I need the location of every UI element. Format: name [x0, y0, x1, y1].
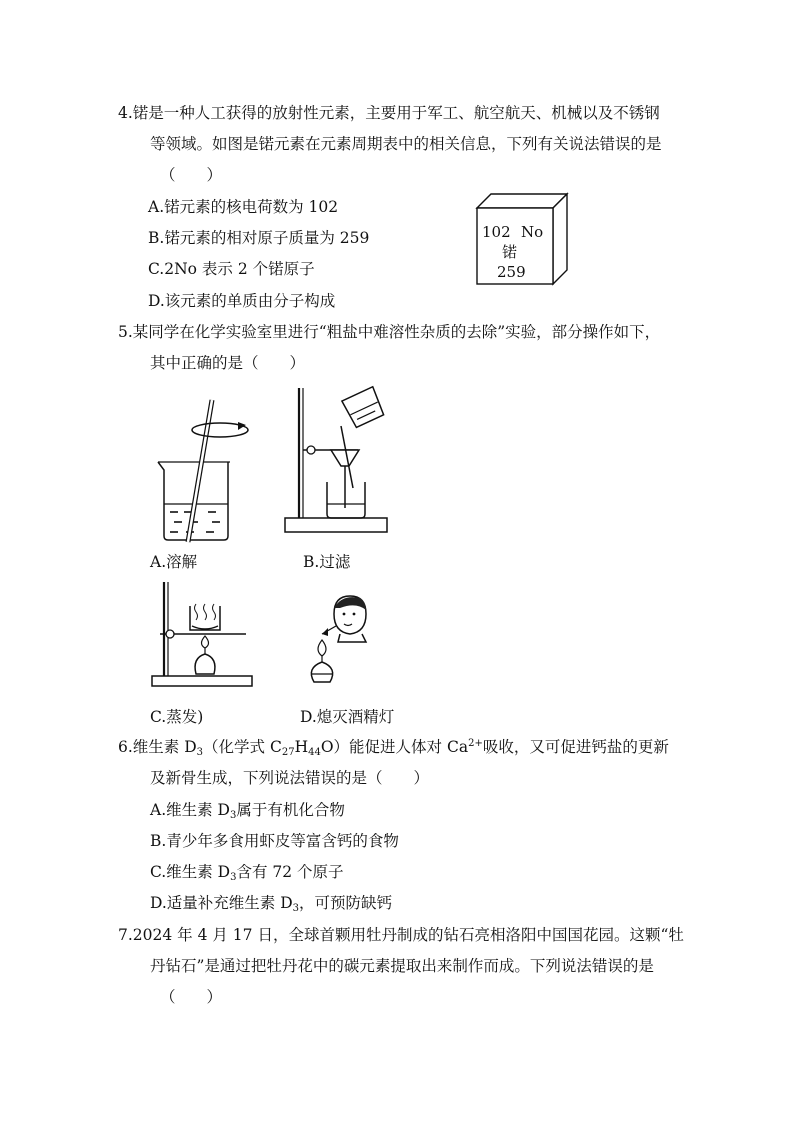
- filtration-illustration: [283, 378, 403, 538]
- q4-option-a: A.锘元素的核电荷数为 102: [148, 198, 339, 216]
- q6-option-d: D.适量补充维生素 D3，可预防缺钙: [150, 894, 393, 914]
- q7-stem-line3: （ ）: [160, 988, 223, 1006]
- q4-stem-line2: 等领域。如图是锘元素在元素周期表中的相关信息，下列有关说法错误的是: [150, 135, 662, 153]
- fig-a-label: A.溶解: [150, 553, 198, 571]
- element-symbol: No: [521, 223, 544, 241]
- q4-option-b: B.锘元素的相对原子质量为 259: [148, 229, 370, 247]
- fig-d-label: D.熄灭酒精灯: [300, 708, 395, 726]
- q6-stem-line2: 及新骨生成，下列说法错误的是（ ）: [150, 769, 430, 787]
- evaporation-illustration: [150, 582, 260, 692]
- element-name: 锘: [502, 243, 518, 261]
- fig-c-label: C.蒸发): [150, 708, 204, 726]
- q5-stem-line1: 5.某同学在化学实验室里进行“粗盐中难溶性杂质的去除”实验，部分操作如下，: [118, 323, 661, 341]
- q6-option-b: B.青少年多食用虾皮等富含钙的食物: [150, 832, 399, 850]
- dissolving-illustration: [150, 392, 260, 552]
- element-atomic-number: 102: [482, 223, 511, 241]
- q7-stem-line1: 7.2024 年 4 月 17 日，全球首颗用牡丹制成的钻石亮相洛阳中国国花园。这颗“牡: [118, 926, 684, 944]
- q5-stem-line2: 其中正确的是（ ）: [150, 354, 306, 372]
- q4-option-d: D.该元素的单质由分子构成: [148, 292, 336, 310]
- q4-option-c: C.2No 表示 2 个锘原子: [148, 260, 315, 278]
- q4-stem-line1: 4.锘是一种人工获得的放射性元素，主要用于军工、航空航天、机械以及不锈钢: [118, 104, 660, 122]
- q4-stem-line3: （ ）: [160, 166, 223, 184]
- element-mass: 259: [497, 263, 526, 281]
- q7-stem-line2: 丹钻石”是通过把牡丹花中的碳元素提取出来制作而成。下列说法错误的是: [150, 957, 654, 975]
- q6-stem-line1: 6.维生素 D3（化学式 C27H44O）能促进人体对 $Ca^{2+}$吸收，又可促进钙盐的更新: [118, 738, 669, 758]
- fig-b-label: B.过滤: [303, 553, 351, 571]
- blowing-lamp-illustration: [300, 592, 380, 692]
- q6-option-a: A.维生素 D3属于有机化合物: [150, 801, 345, 821]
- q6-option-c: C.维生素 D3含有 72 个原子: [150, 863, 344, 883]
